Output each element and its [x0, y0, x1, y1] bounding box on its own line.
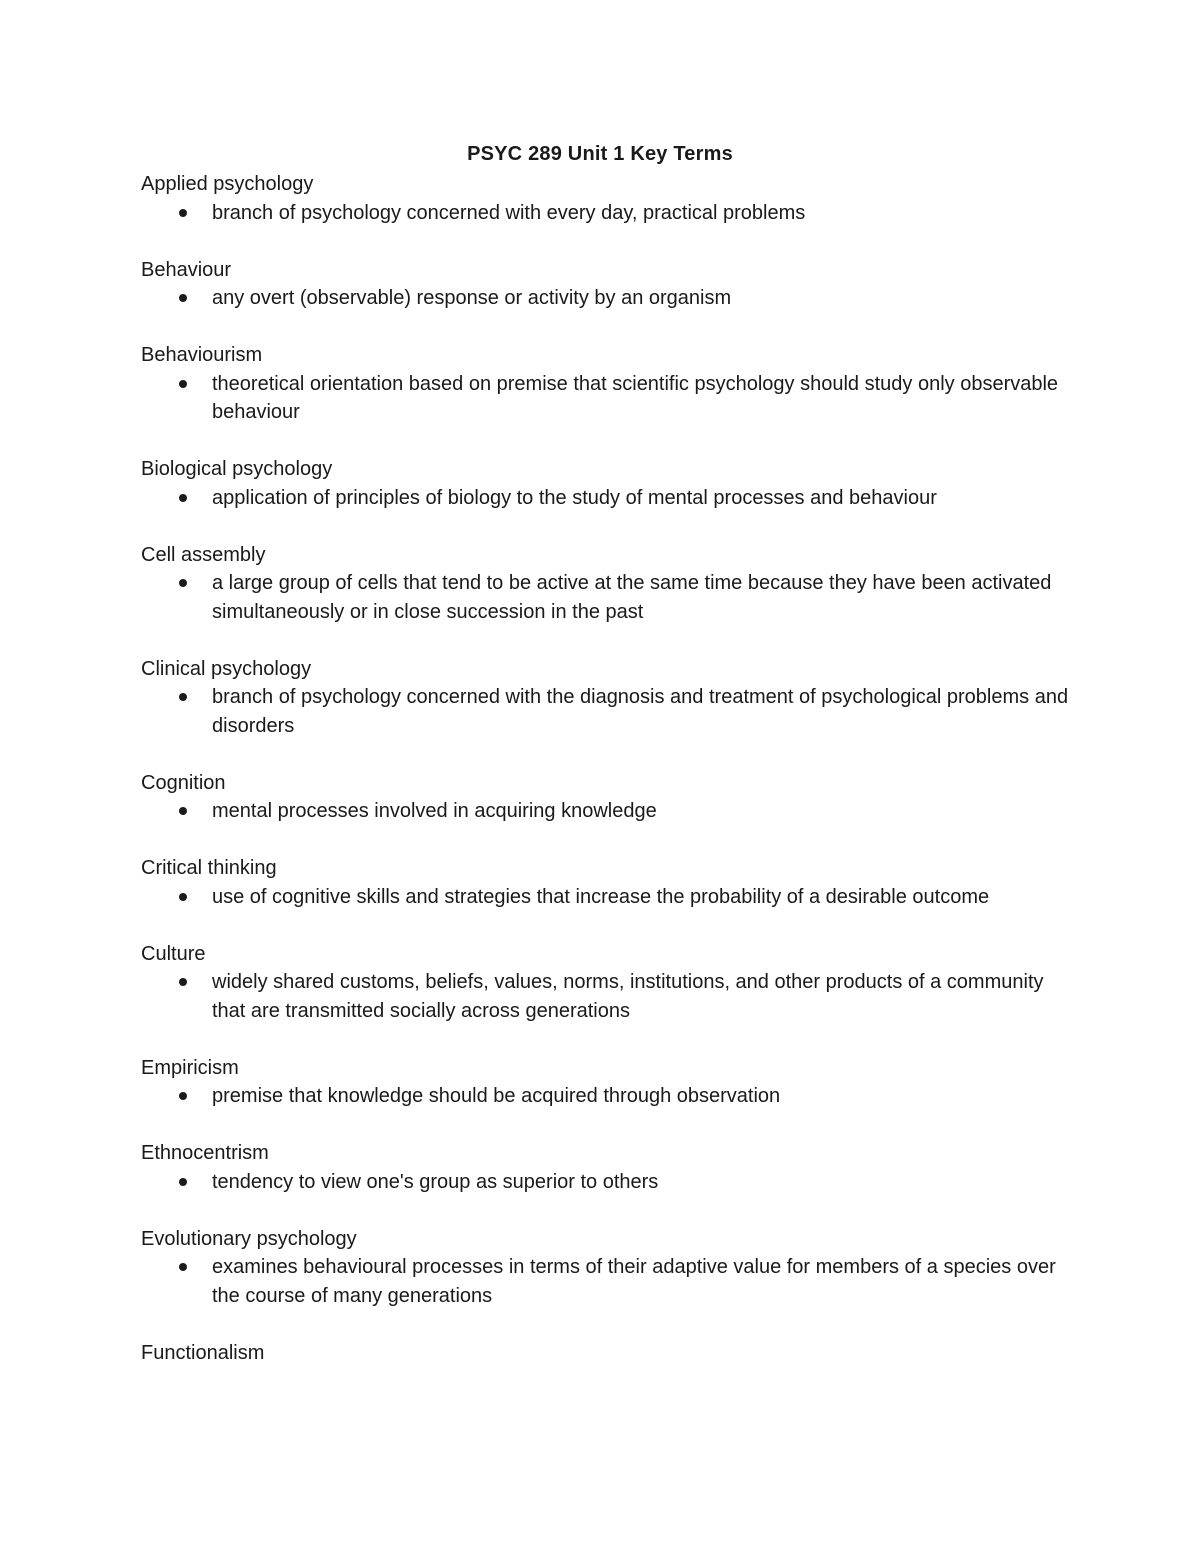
definition-list: [141, 1168, 1071, 1197]
definition-list: [141, 370, 1071, 427]
definition-item: [212, 1253, 1071, 1310]
term-name: Cognition: [141, 771, 226, 794]
bullet-icon: [179, 380, 187, 388]
definition-text: use of cognitive skills and strategies that increase the probability of a desirable outcome: [212, 885, 990, 908]
term-entry: [141, 769, 1071, 826]
definition-text: a large group of cells that tend to be active at the same time because they have been activated simultaneously or in close succession in the past: [212, 572, 1052, 623]
bullet-icon: [179, 1092, 187, 1100]
definition-list: [141, 199, 1071, 228]
term-entry: [141, 1339, 1071, 1368]
term-name: Evolutionary psychology: [141, 1227, 357, 1250]
term-name: Biological psychology: [141, 458, 333, 480]
definition-item: [212, 683, 1071, 740]
definition-text: premise that knowledge should be acquired through observation: [212, 1085, 781, 1107]
term-name: Applied psychology: [141, 173, 314, 195]
term-entry: [141, 655, 1071, 741]
term-name: Behaviourism: [141, 344, 263, 366]
document-title: PSYC 289 Unit 1 Key Terms: [467, 143, 733, 165]
definition-item: [212, 284, 1071, 313]
definition-list: [141, 1253, 1071, 1310]
bullet-icon: [179, 893, 187, 901]
term-name: Empiricism: [141, 1056, 239, 1079]
bullet-icon: [179, 693, 187, 701]
term-entry: [141, 940, 1071, 1026]
term-entry: [141, 1225, 1071, 1311]
bullet-icon: [179, 294, 187, 302]
term-entry: [141, 341, 1071, 427]
definition-text: branch of psychology concerned with every day, practical problems: [212, 201, 806, 224]
definition-text: tendency to view one's group as superior to others: [212, 1170, 659, 1193]
bullet-icon: [179, 807, 187, 815]
definition-item: [212, 797, 1071, 826]
bullet-icon: [179, 978, 187, 986]
definition-text: examines behavioural processes in terms of their adaptive value for members of a species over the course of many generations: [212, 1256, 1056, 1307]
definition-item: [212, 968, 1071, 1025]
bullet-icon: [179, 579, 187, 587]
definition-text: theoretical orientation based on premise that scientific psychology should study only observable behaviour: [212, 372, 1059, 423]
term-entry: [141, 170, 1071, 227]
definition-item: [212, 484, 1071, 513]
term-name: Critical thinking: [141, 857, 277, 879]
definition-list: [141, 683, 1071, 740]
term-name: Cell assembly: [141, 543, 266, 566]
definition-list: [141, 883, 1071, 912]
definition-item: [212, 1082, 1071, 1111]
term-entry: [141, 1139, 1071, 1196]
definition-list: [141, 284, 1071, 313]
definition-text: branch of psychology concerned with the diagnosis and treatment of psychological problems and disorders: [212, 686, 1069, 737]
definition-text: widely shared customs, beliefs, values, norms, institutions, and other products of a community that are transmitted socially across generations: [212, 971, 1044, 1022]
term-entry: [141, 854, 1071, 911]
definition-text: application of principles of biology to the study of mental processes and behaviour: [212, 486, 937, 509]
term-entry: [141, 256, 1071, 313]
definition-item: [212, 1168, 1071, 1197]
definition-item: [212, 569, 1071, 626]
key-terms-list: [141, 170, 1071, 1396]
definition-item: [212, 883, 1071, 912]
bullet-icon: [179, 1263, 187, 1271]
definition-list: [141, 1082, 1071, 1111]
term-name: Functionalism: [141, 1341, 265, 1364]
definition-list: [141, 569, 1071, 626]
definition-item: [212, 370, 1071, 427]
term-entry: [141, 541, 1071, 627]
term-entry: [141, 1054, 1071, 1111]
definition-list: [141, 797, 1071, 826]
bullet-icon: [179, 209, 187, 217]
bullet-icon: [179, 494, 187, 502]
definition-text: mental processes involved in acquiring knowledge: [212, 800, 657, 822]
bullet-icon: [179, 1178, 187, 1186]
definition-list: [141, 484, 1071, 513]
definition-item: [212, 199, 1071, 228]
term-entry: [141, 455, 1071, 512]
term-name: Behaviour: [141, 258, 232, 281]
definition-list: [141, 968, 1071, 1025]
term-name: Culture: [141, 942, 206, 965]
term-name: Ethnocentrism: [141, 1142, 269, 1164]
term-name: Clinical psychology: [141, 657, 312, 680]
definition-text: any overt (observable) response or activity by an organism: [212, 287, 732, 309]
